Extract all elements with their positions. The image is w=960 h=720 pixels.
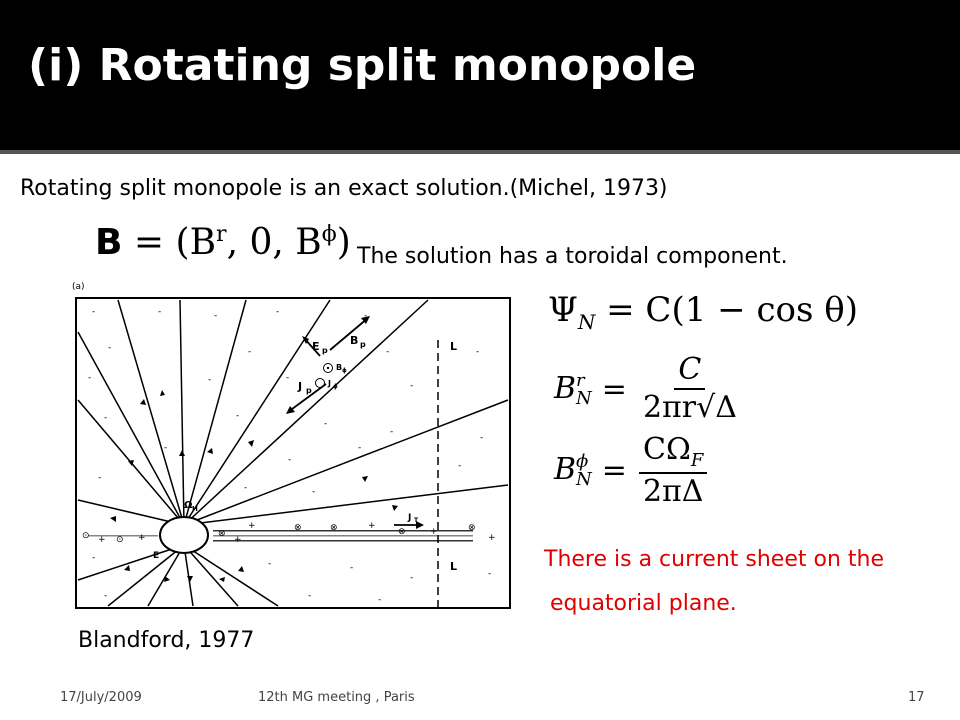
label-jphi-sub: ϕ: [333, 383, 338, 390]
eq-bphi-num: CΩ: [643, 432, 691, 467]
title-rule: [0, 150, 960, 154]
figure-panel-label: (a): [72, 282, 85, 292]
svg-text:-: -: [386, 347, 390, 357]
vector-arrows: [288, 318, 418, 525]
current-sheet-dots: [88, 530, 473, 542]
label-bphi: B: [336, 363, 343, 372]
slide-title: (i) Rotating split monopole: [28, 40, 697, 91]
svg-text:-: -: [104, 591, 108, 601]
svg-text:-: -: [236, 411, 240, 421]
eq-br-num: C: [674, 352, 705, 390]
svg-text:⊗: ⊗: [468, 523, 476, 533]
eq-b-mid: , 0, B: [226, 222, 322, 263]
label-omega-sub: H: [192, 505, 198, 513]
svg-text:⊙: ⊙: [116, 535, 124, 545]
eq-br-sup: r: [576, 369, 585, 391]
svg-text:⊙: ⊙: [82, 531, 90, 541]
bphi-dot-center: [327, 367, 329, 369]
svg-text:-: -: [358, 443, 362, 453]
eq-br-sub: N: [576, 387, 592, 409]
svg-text:-: -: [286, 373, 290, 383]
svg-text:+: +: [138, 533, 146, 543]
label-ep-sub: p: [322, 346, 328, 355]
svg-text:-: -: [164, 443, 168, 453]
svg-text:-: -: [92, 553, 96, 563]
label-jp-sub: p: [306, 386, 312, 395]
equation-bphi: [554, 432, 707, 510]
current-sheet-line1: There is a current sheet on the: [544, 547, 885, 572]
footer-page-number: 17: [908, 690, 925, 705]
svg-text:-: -: [276, 307, 280, 317]
field-lines: [78, 300, 508, 606]
equation-psi: [548, 290, 858, 334]
figure-caption: Blandford, 1977: [78, 628, 255, 653]
svg-text:-: -: [158, 307, 162, 317]
eq-br-lhs: B: [554, 370, 577, 406]
svg-text:-: -: [458, 461, 462, 471]
label-jt: J: [408, 513, 412, 523]
eq-b-sup-phi: ϕ: [321, 222, 337, 247]
svg-text:+: +: [234, 535, 242, 545]
label-ep: E: [312, 340, 320, 353]
svg-text:-: -: [104, 413, 108, 423]
svg-text:-: -: [268, 559, 272, 569]
label-omega: Ω: [184, 500, 193, 511]
svg-text:-: -: [288, 455, 292, 465]
svg-text:⊗: ⊗: [218, 529, 226, 539]
current-sheet-note: [544, 538, 884, 626]
label-bp: B: [350, 334, 359, 347]
black-hole: [160, 517, 208, 553]
eq-bphi-fraction: [639, 432, 707, 510]
svg-text:+: +: [488, 533, 496, 543]
eq-bphi-num-sub: F: [690, 450, 704, 471]
svg-text:-: -: [248, 347, 252, 357]
footer-date: 17/July/2009: [60, 690, 142, 705]
svg-text:-: -: [108, 343, 112, 353]
svg-text:-: -: [400, 493, 404, 503]
svg-text:-: -: [98, 473, 102, 483]
svg-text:-: -: [378, 595, 382, 605]
sign-symbols: [82, 307, 496, 605]
svg-text:-: -: [390, 427, 394, 437]
eq-b-equals: =: [133, 222, 165, 263]
eq-psi-sub: N: [577, 309, 596, 334]
svg-text:-: -: [214, 311, 218, 321]
svg-text:-: -: [364, 311, 368, 321]
svg-text:+: +: [430, 527, 438, 537]
eq-bphi-sup: ϕ: [576, 451, 589, 473]
svg-text:-: -: [308, 591, 312, 601]
svg-text:-: -: [476, 347, 480, 357]
eq-bphi-num-wrap: [639, 432, 707, 474]
subtitle-text: Rotating split monopole is an exact solution.(Michel, 1973): [20, 176, 668, 201]
svg-text:-: -: [244, 483, 248, 493]
eq-b-sup-r: r: [216, 222, 227, 247]
label-jp: J: [298, 380, 303, 393]
magnetosphere-figure: [68, 280, 520, 620]
svg-text:⊗: ⊗: [294, 523, 302, 533]
svg-text:+: +: [98, 535, 106, 545]
eq-b-lhs: B: [95, 222, 123, 263]
eq-br-den: 2πr√Δ: [642, 390, 737, 425]
vector-heads: [286, 316, 424, 529]
eq-b-rhs: (B: [175, 222, 217, 263]
eq-psi-rhs: = C(1 − cos θ): [606, 290, 858, 330]
eq-bphi-den: 2πΔ: [642, 473, 704, 509]
svg-text:-: -: [410, 381, 414, 391]
equation-br: [554, 352, 741, 426]
eq-bphi-equals: =: [601, 453, 627, 489]
label-bphi-sub: ϕ: [342, 367, 347, 374]
svg-text:-: -: [312, 487, 316, 497]
svg-text:-: -: [488, 569, 492, 579]
label-bp-sub: p: [360, 340, 366, 349]
svg-text:⊗: ⊗: [398, 527, 406, 537]
svg-text:-: -: [410, 573, 414, 583]
svg-text:-: -: [208, 375, 212, 385]
jphi-cross-symbol: [316, 379, 325, 388]
eq-psi-symbol: Ψ: [548, 290, 578, 330]
svg-text:⊗: ⊗: [330, 523, 338, 533]
eq-bphi-lhs: B: [554, 452, 577, 488]
label-l-bottom: L: [450, 560, 458, 573]
svg-text:-: -: [480, 433, 484, 443]
eq-br-equals: =: [601, 371, 627, 407]
svg-text:+: +: [368, 521, 376, 531]
equation-b-field: [95, 222, 351, 263]
eq-br-fraction: [639, 352, 741, 426]
figure-frame: [76, 298, 510, 608]
current-sheet-line2: equatorial plane.: [550, 591, 737, 616]
label-e: E: [153, 551, 160, 561]
label-l-top: L: [450, 340, 458, 353]
svg-text:-: -: [324, 419, 328, 429]
toroidal-text: The solution has a toroidal component.: [357, 244, 788, 269]
eq-bphi-sub: N: [576, 469, 592, 491]
svg-text:+: +: [248, 521, 256, 531]
label-jphi: J: [328, 379, 331, 388]
svg-text:-: -: [92, 307, 96, 317]
label-jt-sub: T: [414, 517, 419, 524]
eq-b-close: ): [336, 222, 351, 263]
svg-text:-: -: [350, 563, 354, 573]
svg-text:-: -: [88, 373, 92, 383]
footer-meeting: 12th MG meeting , Paris: [258, 690, 415, 705]
